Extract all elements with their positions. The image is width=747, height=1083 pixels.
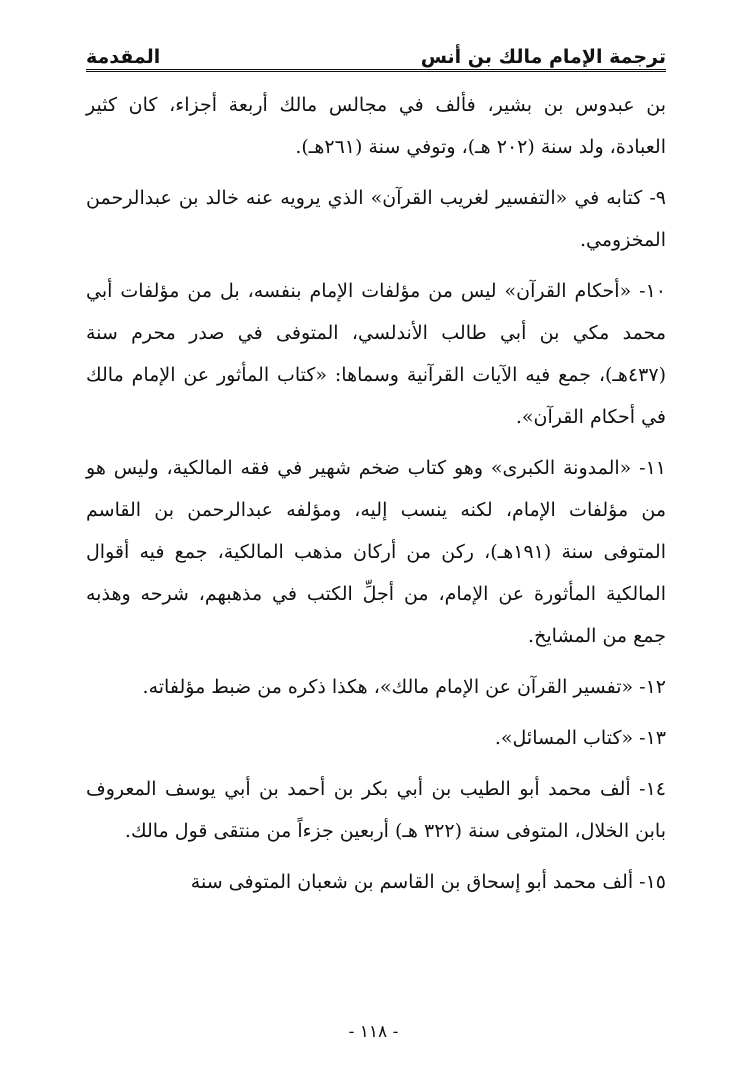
paragraph-item-10: ١٠- «أحكام القرآن» ليس من مؤلفات الإمام بنفسه، بل من مؤلفات أبي محمد مكي بن أبي طالب الأندلسي، المتوفى في صدر محرم سنة (٤٣٧هـ)، جمع فيه الآيات القرآنية وسماها: «كتاب المأثور عن الإمام مالك في أحكام القرآن». — [86, 280, 666, 428]
page-number: - ١١٨ - — [348, 1022, 399, 1042]
paragraph-item-13: ١٣- «كتاب المسائل». — [494, 727, 666, 749]
paragraph-continuation: بن عبدوس بن بشير، فألف في مجالس مالك أربعة أجزاء، كان كثير العبادة، ولد سنة (٢٠٢ هـ)، وتوفي سنة (٢٦١هـ). — [86, 94, 666, 158]
header-divider — [86, 69, 666, 72]
body-text — [86, 84, 666, 912]
paragraph-item-9: ٩- كتابه في «التفسير لغريب القرآن» الذي يرويه عنه خالد بن عبدالرحمن المخزومي. — [86, 187, 666, 251]
paragraph-item-14: ١٤- ألف محمد أبو الطيب بن أبي بكر بن أحمد بن أبي يوسف المعروف بابن الخلال، المتوفى سنة (٣٢٢ هـ) أربعين جزءاً من منتقى قول مالك. — [86, 778, 666, 842]
paragraph-item-12: ١٢- «تفسير القرآن عن الإمام مالك»، هكذا ذكره من ضبط مؤلفاته. — [142, 676, 666, 698]
paragraph-item-15: ١٥- ألف محمد أبو إسحاق بن القاسم بن شعبان المتوفى سنة — [190, 871, 666, 893]
book-title: ترجمة الإمام مالك بن أنس — [420, 46, 666, 68]
section-title: المقدمة — [86, 46, 161, 68]
running-header — [86, 32, 666, 68]
paragraph-item-11: ١١- «المدونة الكبرى» وهو كتاب ضخم شهير في فقه المالكية، وليس هو من مؤلفات الإمام، لكنه ينسب إليه، ومؤلفه عبدالرحمن بن القاسم المتوفى سنة (١٩١هـ)، ركن من أركان مذهب المالكية، جمع فيه أقوال المالكية المأثورة عن الإمام، من أجلِّ الكتب في مذهبهم، شرحه وهذبه جمع من المشايخ. — [86, 457, 666, 647]
